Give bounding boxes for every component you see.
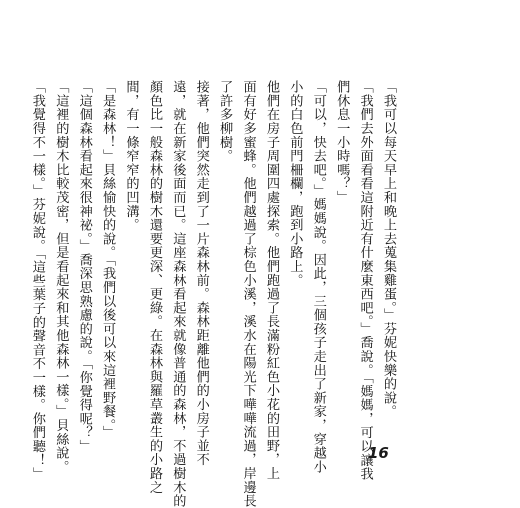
text-line: 「我可以每天早上和晚上去蒐集雞蛋。」芬妮快樂的說。 <box>381 80 396 419</box>
text-line: 間，有一條窄窄的凹溝。 <box>123 80 139 232</box>
text-line: 「我們去外面看看這附近有什麼東西吧。」喬說。「媽媽，可以讓我 <box>357 80 373 481</box>
text-line: 了許多柳樹。 <box>217 80 233 163</box>
text-line: 接著，他們突然走到了一片森林前。森林距離他們的小房子並不 <box>193 80 209 467</box>
text-line: 們休息一小時嗎？」 <box>334 80 350 205</box>
text-line: 遠，就在新家後面而已。這座森林看起來就像普通的森林，不過樹木的 <box>170 80 186 508</box>
text-line: 他們在房子周圍四處探索。他們跑過了長滿粉紅色小花的田野，上 <box>263 80 279 481</box>
text-line: 小的白色前門柵欄，跑到小路上。 <box>287 80 303 287</box>
text-line: 顏色比一般森林的樹木還要更深、更綠。在森林與羅草叢生的小路之 <box>146 80 162 494</box>
text-line: 「可以，快去吧。」媽媽說。因此，三個孩子走出了新家，穿越小 <box>310 80 326 474</box>
text-line: 「我覺得不一樣。」芬妮說。「這些葉子的聲音不一樣。你們聽！」 <box>29 80 45 481</box>
text-line: 「這裡的樹木比較茂密，但是看起來和其他森林一樣。」貝絲說。 <box>53 80 69 474</box>
page-number: 16 <box>368 444 389 462</box>
text-line: 「是森林！」貝絲愉快的說。「我們以後可以來這裡野餐。」 <box>100 80 116 440</box>
text-line: 面有好多蜜蜂。他們越過了棕色小溪，溪水在陽光下嘩嘩流過，岸邊長 <box>240 80 256 508</box>
text-line: 「這個森林看起來很神祕。」喬深思熟慮的說。「你覺得呢？」 <box>76 80 92 454</box>
